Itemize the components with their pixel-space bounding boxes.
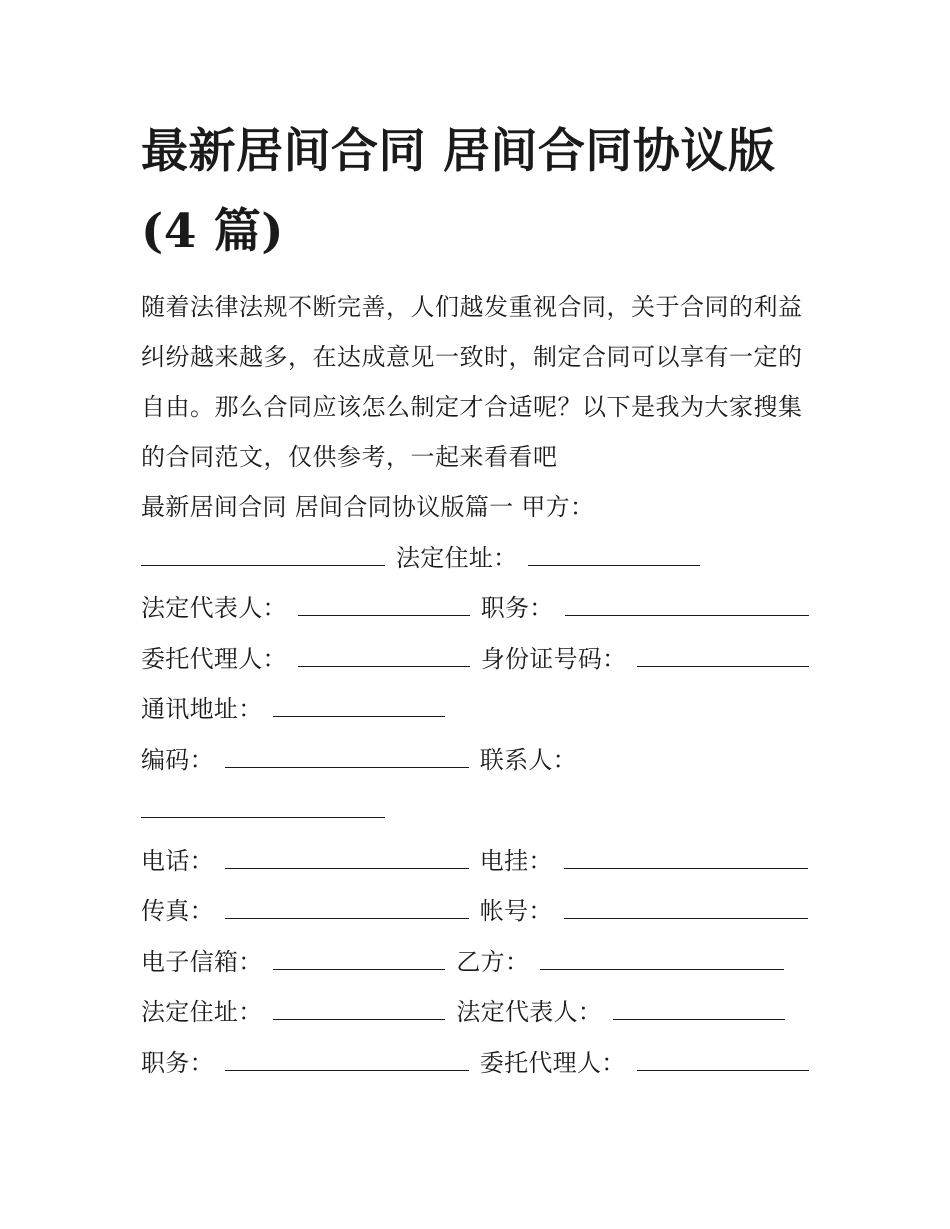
label-agent: 委托代理人： — [141, 644, 287, 673]
blank-line — [298, 644, 470, 667]
blank-line — [637, 1048, 809, 1071]
form-line-contact-blank — [141, 785, 821, 836]
document-content — [141, 112, 821, 1088]
label-phone: 电话： — [141, 846, 214, 875]
form-line-agent — [141, 634, 821, 685]
form-line-postcode — [141, 735, 821, 786]
blank-line — [613, 997, 785, 1020]
blank-line — [273, 997, 445, 1020]
document-title: 最新居间合同 居间合同协议版(4 篇) — [141, 124, 776, 259]
blank-line — [225, 846, 469, 869]
section-heading: 最新居间合同 居间合同协议版篇一 甲方： — [141, 493, 595, 521]
blank-line — [528, 543, 700, 566]
intro-paragraph: 随着法律法规不断完善，人们越发重视合同，关于合同的利益纠纷越来越多，在达成意见一致时，制定合同可以享有一定的自由。那么合同应该怎么制定才合适呢？以下是我为大家搜集的合同范文，仅供参考，一起来看看吧 — [141, 293, 803, 471]
label-mail-address: 通讯地址： — [141, 695, 263, 723]
form-line-mail-address — [141, 684, 821, 735]
blank-line — [540, 947, 784, 970]
blank-line — [564, 846, 808, 869]
blank-line — [225, 896, 469, 919]
label-agent-b: 委托代理人： — [479, 1048, 626, 1077]
form-line-fax — [141, 886, 821, 937]
blank-line — [564, 896, 808, 919]
form-line-phone — [141, 836, 821, 887]
label-legal-address-b: 法定住址： — [141, 998, 263, 1026]
form-line-position-b — [141, 1038, 821, 1089]
blank-line — [225, 1048, 469, 1071]
blank-line — [298, 593, 470, 616]
blank-line — [141, 543, 385, 566]
blank-line — [273, 947, 445, 970]
blank-line — [225, 745, 469, 768]
blank-line — [141, 795, 385, 818]
label-fax: 传真： — [141, 897, 214, 925]
blank-line — [637, 644, 809, 667]
label-party-b: 乙方： — [456, 947, 530, 976]
label-legal-address: 法定住址： — [395, 543, 518, 572]
label-position: 职务： — [480, 594, 554, 622]
form-line-legal-address — [141, 533, 821, 584]
label-account: 帐号： — [479, 897, 553, 925]
label-legal-rep: 法定代表人： — [141, 594, 287, 622]
form-line-legal-rep — [141, 583, 821, 634]
label-position-b: 职务： — [141, 1048, 214, 1077]
blank-line — [565, 593, 809, 616]
form-line-legal-address-b — [141, 987, 821, 1038]
label-phone2: 电挂： — [479, 846, 553, 875]
blank-line — [273, 694, 445, 717]
form-line-email — [141, 937, 821, 988]
label-contact: 联系人： — [479, 745, 577, 774]
label-postcode: 编码： — [141, 745, 214, 774]
label-id-number: 身份证号码： — [480, 644, 627, 673]
label-legal-rep-b: 法定代表人： — [456, 998, 603, 1026]
label-email: 电子信箱： — [141, 947, 263, 976]
